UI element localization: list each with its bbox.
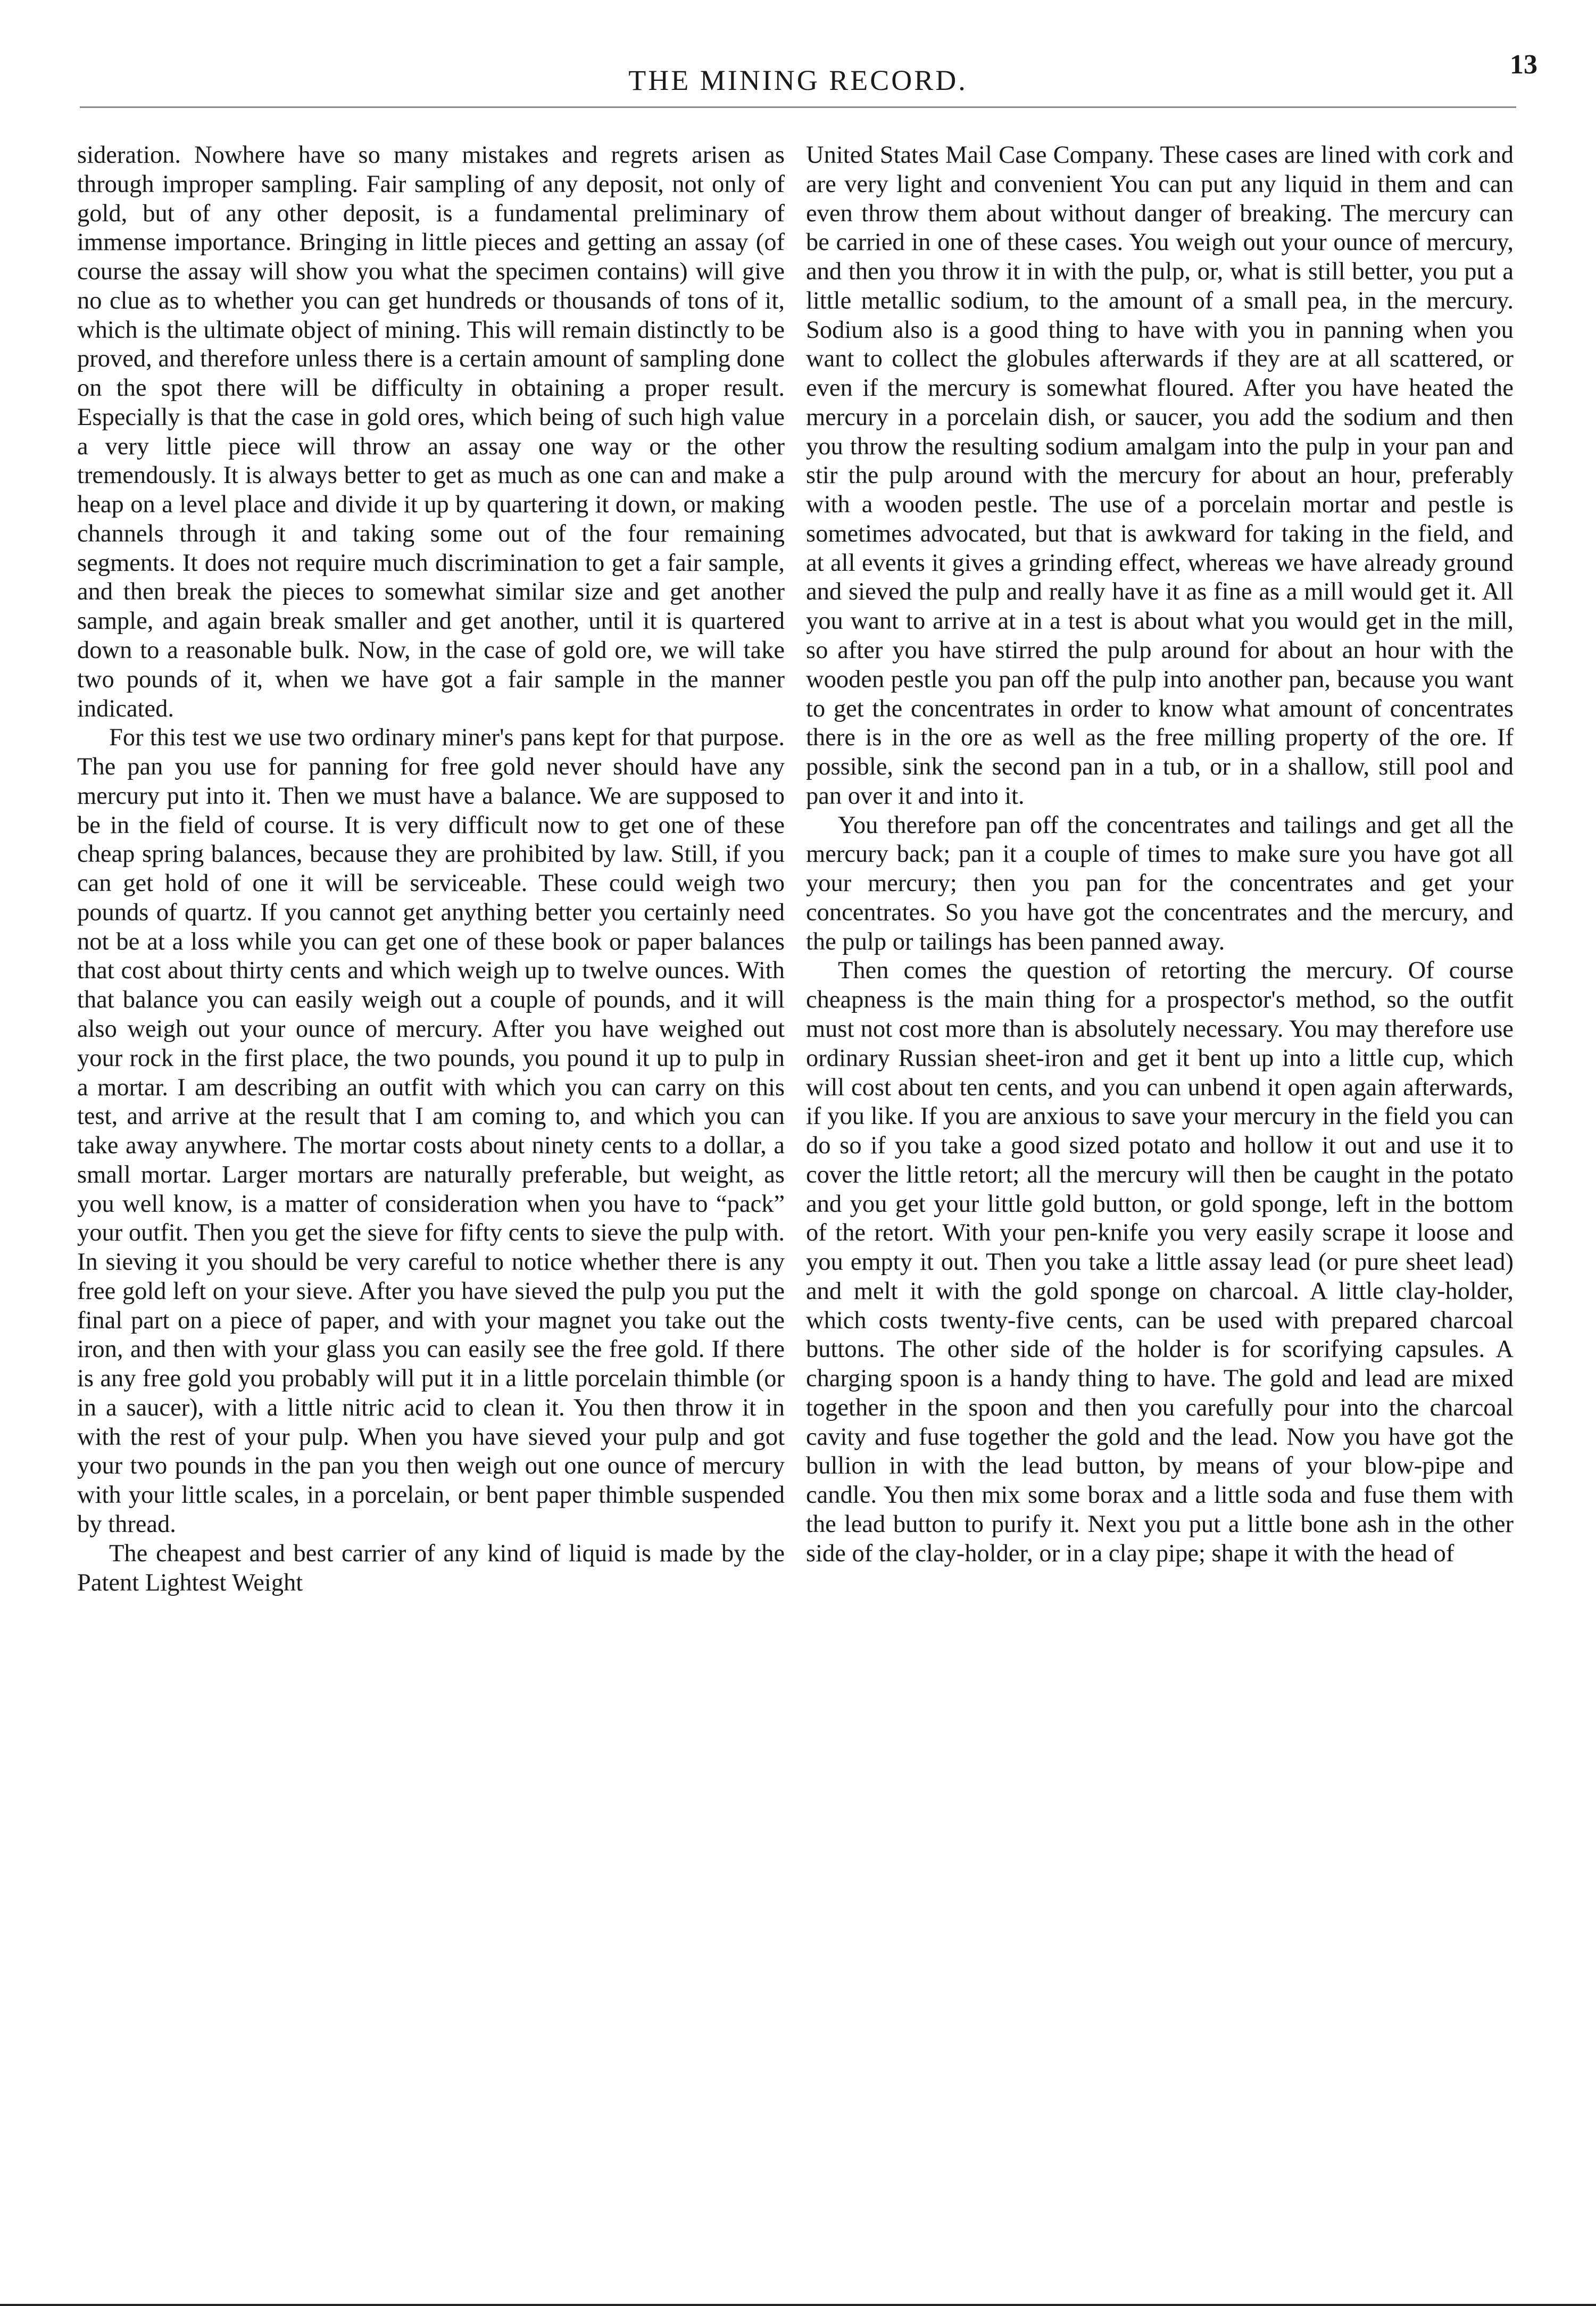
- right-column: [806, 141, 1514, 1569]
- header-rule: [80, 106, 1516, 108]
- running-title: THE MINING RECORD.: [628, 64, 968, 96]
- paragraph: The cheapest and best carrier of any kind of liquid is made by the Patent Lightest Weight: [77, 1539, 785, 1596]
- paragraph: You therefore pan off the concentrates and tailings and get all the mercury back; pan it a couple of times to make sure you have got all your mercury; then you pan for the concentrates and get your concentrates. So you have got the concentrates and the mercury, and the pulp or tailings has been panned away.: [806, 811, 1514, 955]
- paragraph: Then comes the question of retorting the mercury. Of course cheapness is the main thing for a prospector's method, so the outfit must not cost more than is absolutely necessary. You may therefore use ordinary Russian sheet-iron and get it bent up into a little cup, which will cost about ten cents, and you can unbend it open again afterwards, if you like. If you are anxious to save your mercury in the field you can do so if you take a good sized potato and hollow it out and use it to cover the little retort; all the mercury will then be caught in the potato and you get your little gold button, or gold sponge, left in the bottom of the retort. With your pen-knife you very easily scrape it loose and you empty it out. Then you take a little assay lead (or pure sheet lead) and melt it with the gold sponge on charcoal. A little clay-holder, which costs twenty-five cents, can be used with prepared charcoal buttons. The other side of the holder is for scorifying capsules. A charging spoon is a handy thing to have. The gold and lead are mixed together in the spoon and then you carefully pour into the charcoal cavity and fuse together the gold and the lead. Now you have got the bullion in with the lead button, by means of your blow-pipe and candle. You then mix some borax and a little soda and fuse them with the lead button to purify it. Next you put a little bone ash in the other side of the clay-holder, or in a clay pipe; shape it with the head of: [806, 957, 1514, 1567]
- paragraph: sideration. Nowhere have so many mistakes and regrets arisen as through improper sampling. Fair sampling of any deposit, not only of gold, but of any other deposit, is a fundamental preliminary of immense importance. Bringing in little pieces and getting an assay (of course the assay will show you what the specimen contains) will give no clue as to whether you can get hundreds or thousands of tons of it, which is the ultimate object of mining. This will remain distinctly to be proved, and therefore unless there is a certain amount of sampling done on the spot there will be difficulty in obtaining a proper result. Especially is that the case in gold ores, which being of such high value a very little piece will throw an assay one way or the other tremendously. It is always better to get as much as one can and make a heap on a level place and divide it up by quartering it down, or making channels through it and taking some out of the four remaining segments. It does not require much discrimination to get a fair sample, and then break the pieces to somewhat similar size and get another sample, and again break smaller and get another, until it is quartered down to a reasonable bulk. Now, in the case of gold ore, we will take two pounds of it, when we have got a fair sample in the manner indicated.: [77, 141, 785, 722]
- page-number: 13: [1510, 49, 1537, 80]
- page-header: [0, 43, 1596, 112]
- left-column: [77, 141, 785, 1597]
- paragraph: For this test we use two ordinary miner's pans kept for that purpose. The pan you use for panning for free gold never should have any mercury put into it. Then we must have a balance. We are supposed to be in the field of course. It is very difficult now to get one of these cheap spring balances, because they are prohibited by law. Still, if you can get hold of one it will be serviceable. These could weigh two pounds of quartz. If you cannot get anything better you certainly need not be at a loss while you can get one of these book or paper balances that cost about thirty cents and which weigh up to twelve ounces. With that balance you can easily weigh out a couple of pounds, and it will also weigh out your ounce of mercury. After you have weighed out your rock in the first place, the two pounds, you pound it up to pulp in a mortar. I am describing an outfit with which you can carry on this test, and arrive at the result that I am coming to, and which you can take away anywhere. The mortar costs about ninety cents to a dollar, a small mortar. Larger mortars are naturally preferable, but weight, as you well know, is a matter of consideration when you have to “pack” your outfit. Then you get the sieve for fifty cents to sieve the pulp with. In sieving it you should be very careful to notice whether there is any free gold left on your sieve. After you have sieved the pulp you put the final part on a piece of paper, and with your magnet you take out the iron, and then with your glass you can easily see the free gold. If there is any free gold you probably will put it in a little porcelain thimble (or in a saucer), with a little nitric acid to clean it. You then throw it in with the rest of your pulp. When you have sieved your pulp and got your two pounds in the pan you then weigh out one ounce of mercury with your little scales, in a porcelain, or bent paper thimble suspended by thread.: [77, 724, 785, 1538]
- paragraph: United States Mail Case Company. These cases are lined with cork and are very light and convenient You can put any liquid in them and can even throw them about without danger of breaking. The mercury can be carried in one of these cases. You weigh out your ounce of mercury, and then you throw it in with the pulp, or, what is still better, you put a little metallic sodium, to the amount of a small pea, in the mercury. Sodium also is a good thing to have with you in panning when you want to collect the globules afterwards if they are at all scattered, or even if the mercury is somewhat floured. After you have heated the mercury in a porcelain dish, or saucer, you add the sodium and then you throw the resulting sodium amalgam into the pulp in your pan and stir the pulp around with the mercury for about an hour, preferably with a wooden pestle. The use of a porcelain mortar and pestle is sometimes advocated, but that is awkward for taking in the field, and at all events it gives a grinding effect, whereas we have already ground and sieved the pulp and really have it as fine as a mill would get it. All you want to arrive at in a test is about what you would get in the mill, so after you have stirred the pulp around for about an hour with the wooden pestle you pan off the pulp into another pan, because you want to get the concentrates in order to know what amount of concentrates there is in the ore as well as the free milling property of the ore. If possible, sink the second pan in a tub, or in a shallow, still pool and pan over it and into it.: [806, 141, 1514, 810]
- bottom-edge: [0, 2304, 1596, 2306]
